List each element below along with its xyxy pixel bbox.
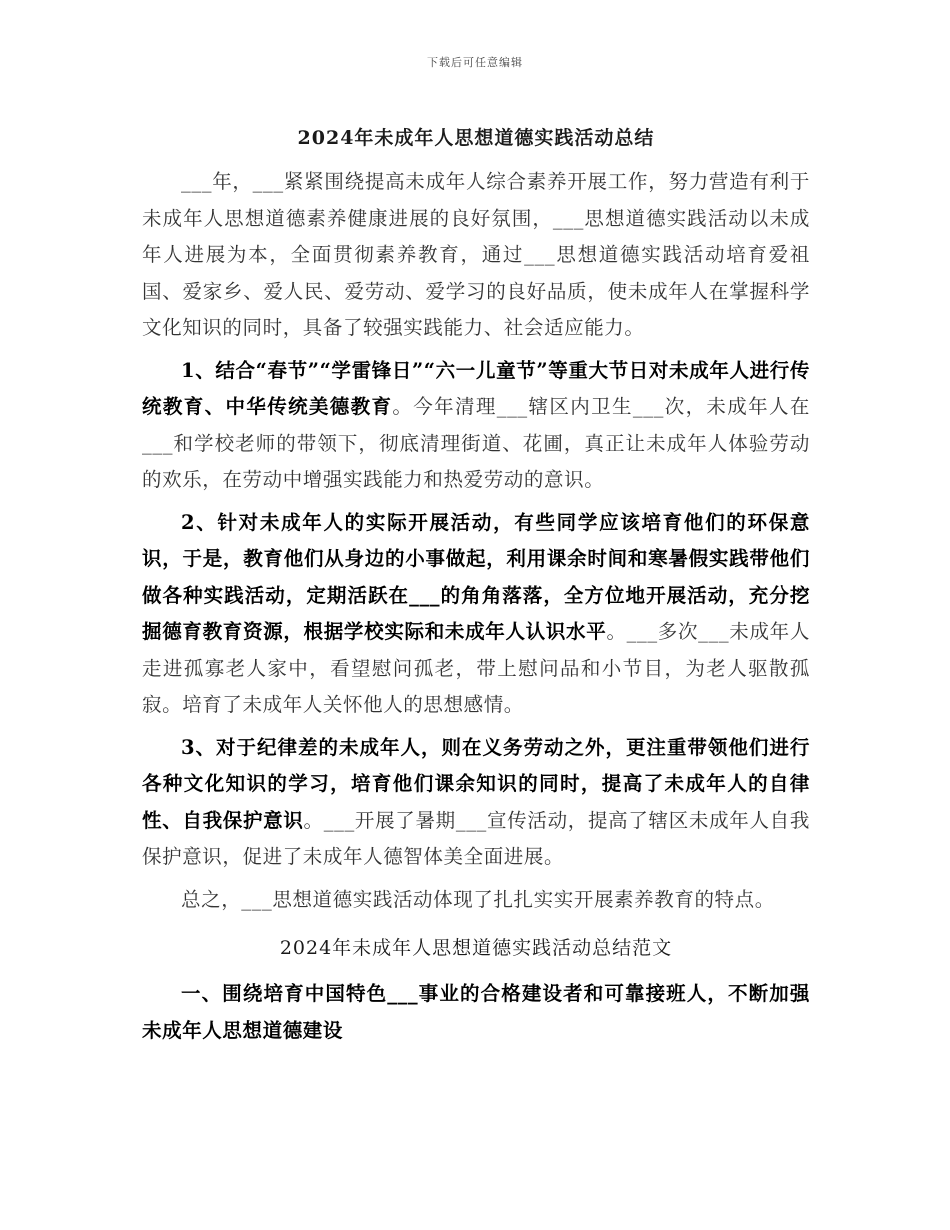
summary-paragraph bbox=[142, 882, 810, 919]
item-2-paragraph bbox=[142, 505, 810, 724]
intro-text: ___年，___紧紧围绕提高未成年人综合素养开展工作，努力营造有利于未成年人思想道德素养健康进展的良好氛围，___思想道德实践活动以未成年人进展为本，全面贯彻素养教育，通过___思想道德实践活动培育爱祖国、爱家乡、爱人民、爱劳动、爱学习的良好品质，使未成年人在掌握科学文化知识的同时，具备了较强实践能力、社会适应能力。 bbox=[142, 170, 810, 339]
document-title: 2024年未成年人思想道德实践活动总结 bbox=[297, 127, 655, 149]
summary-text: 总之，___思想道德实践活动体现了扎扎实实开展素养教育的特点。 bbox=[181, 887, 775, 911]
page-header-note: 下载后可任意编辑 bbox=[427, 56, 523, 69]
document-body bbox=[142, 118, 810, 1049]
item-1-body: 。今年清理___辖区内卫生___次，未成年人在___和学校老师的带领下，彻底清理街道、花圃，真正让未成年人体验劳动的欢乐，在劳动中增强实践能力和热爱劳动的意识。 bbox=[142, 395, 810, 491]
item-1-heading: 1、结合“春节”“学雷锋日”“六一儿童节”等重大节日对未成年人进行传统教育、中华传统美德教育 bbox=[142, 358, 810, 418]
item-1-paragraph bbox=[142, 353, 810, 499]
intro-paragraph bbox=[142, 164, 810, 347]
item-3-heading: 3、对于纪律差的未成年人，则在义务劳动之外，更注重带领他们进行各种文化知识的学习，培育他们课余知识的同时，提高了未成年人的自律性、自我保护意识 bbox=[142, 735, 810, 832]
section-1-paragraph bbox=[142, 976, 810, 1049]
item-2-heading: 2、针对未成年人的实际开展活动，有些同学应该培育他们的环保意识，于是，教育他们从身边的小事做起，利用课余时间和寒暑假实践带他们做各种实践活动，定期活跃在___的角角落落，全方位地开展活动，充分挖掘德育教育资源，根据学校实际和未成年人认识水平 bbox=[142, 510, 810, 643]
item-3-body: 。___开展了暑期___宣传活动，提高了辖区未成年人自我保护意识，促进了未成年人德智体美全面进展。 bbox=[142, 808, 810, 868]
section-1-heading: 一、围绕培育中国特色___事业的合格建设者和可靠接班人，不断加强未成年人思想道德建设 bbox=[142, 982, 810, 1042]
item-2-body: 。___多次___未成年人走进孤寡老人家中，看望慰问孤老，带上慰问品和小节目，为老人驱散孤寂。培育了未成年人关怀他人的思想感情。 bbox=[142, 620, 810, 716]
item-3-paragraph bbox=[142, 730, 810, 876]
second-document-title: 2024年未成年人思想道德实践活动总结范文 bbox=[279, 937, 673, 959]
